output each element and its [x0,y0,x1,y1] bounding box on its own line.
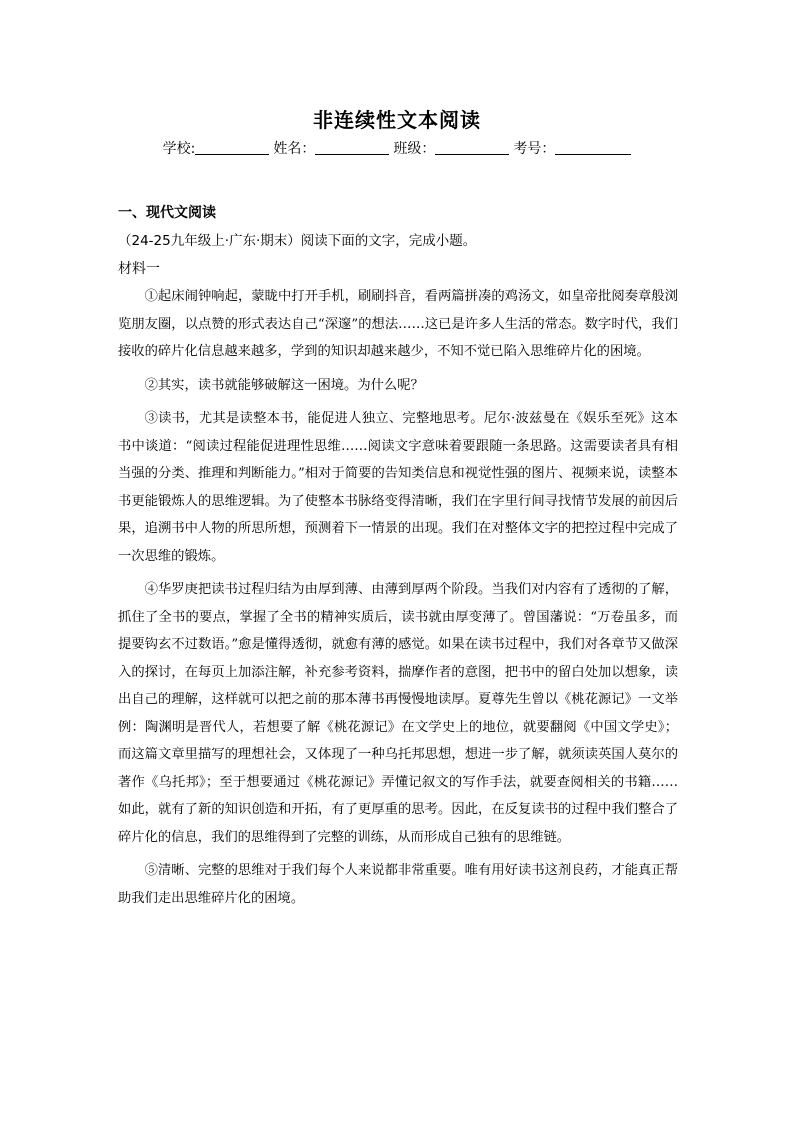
source-line: （24-25九年级上·广东·期末）阅读下面的文字，完成小题。 [118,233,477,249]
name-blank[interactable] [315,140,389,155]
paragraph-5: ⑤清晰、完整的思维对于我们每个人来说都非常重要。唯有用好读书这剂良药，才能真正帮助我们走出思维碎片化的困境。 [118,863,678,906]
material-label: 材料一 [118,261,160,277]
name-label: 姓名： [273,141,316,157]
number-blank[interactable] [555,140,631,155]
paragraph-1: ①起床闹钟响起，蒙眬中打开手机，刷刷抖音，看两篇拼凑的鸡汤文，如皇帝批阅奏章般浏览朋友圈，以点赞的形式表达自己“深邃”的想法……这已是许多人生活的常态。数字时代，我们接收的碎片化信息越来越多，学到的知识却越来越少，不知不觉已陷入思维碎片化的困境。 [118,289,678,359]
paragraph-3: ③读书，尤其是读整本书，能促进人独立、完整地思考。尼尔·波兹曼在《娱乐至死》这本书中谈道：“阅读过程能促进理性思维……阅读文字意味着要跟随一条思路。这需要读者具有相当强的分类、推理和判断能力。”相对于简要的告知类信息和视觉性强的图片、视频来说，读整本书更能锻炼人的思维逻辑。为了使整本书脉络变得清晰，我们在字里行间寻找情节发展的前因后果，追溯书中人物的所思所想，预测着下一情景的出现。我们在对整体文字的把控过程中完成了一次思维的锻炼。 [118,411,678,564]
student-info-line [0,138,794,158]
section-heading: 一、现代文阅读 [118,205,216,221]
school-label: 学校: [162,141,196,157]
class-label: 班级： [393,141,436,157]
page-title: 非连续性文本阅读 [313,108,481,132]
school-blank[interactable] [195,140,269,155]
number-label: 考号： [513,141,556,157]
class-blank[interactable] [435,140,509,155]
paragraph-4: ④华罗庚把读书过程归结为由厚到薄、由薄到厚两个阶段。当我们对内容有了透彻的了解，抓住了全书的要点，掌握了全书的精神实质后，读书就由厚变薄了。曾国藩说：“万卷虽多，而提要钩玄不过数语。”愈是懂得透彻，就愈有薄的感觉。如果在读书过程中，我们对各章节又做深入的探讨，在每页上加添注解，补充参考资料，揣摩作者的意图，把书中的留白处加以想象，读出自己的理解，这样就可以把之前的那本薄书再慢慢地读厚。夏尊先生曾以《桃花源记》一文举例：陶渊明是晋代人，若想要了解《桃花源记》在文学史上的地位，就要翻阅《中国文学史》；而这篇文章里描写的理想社会，又体现了一种乌托邦思想，想进一步了解，就须读英国人莫尔的著作《乌托邦》；至于想要通过《桃花源记》弄懂记叙文的写作手法，就要查阅相关的书籍……如此，就有了新的知识创造和开拓，有了更厚重的思考。因此，在反复读书的过程中我们整合了碎片化的信息，我们的思维得到了完整的训练，从而形成自己独有的思维链。 [118,582,678,845]
paragraph-2: ②其实，读书就能够破解这一困境。为什么呢？ [144,377,424,393]
article-body [118,283,678,918]
